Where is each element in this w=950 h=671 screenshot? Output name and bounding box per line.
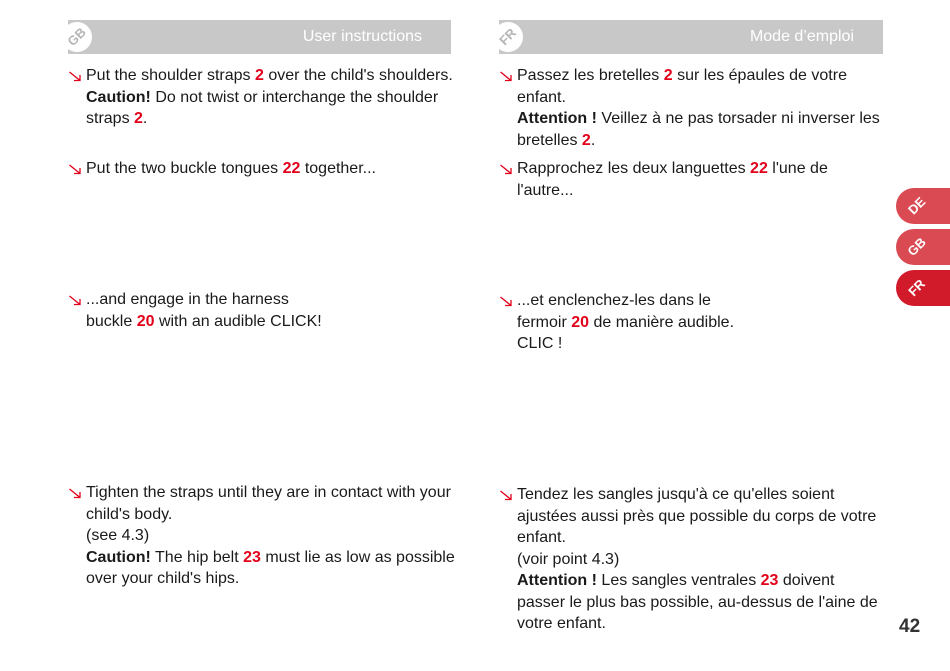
part-number: 2 [663,67,673,84]
instruction-text [517,158,884,201]
instruction-item [68,289,468,332]
instruction-text [86,482,468,590]
arrow-down-right-icon [499,295,513,307]
arrow-down-right-icon [68,294,82,306]
text-run: over the child's shoulders. [263,67,453,84]
part-number: 2 [254,67,264,84]
text-run: l'une de l'autre... [517,160,828,199]
instruction-item [499,65,884,151]
caution-label: Attention ! [517,572,597,589]
text-run: Passez les bretelles [517,67,664,84]
page-number: 42 [899,616,921,637]
instruction-item [499,484,884,635]
text-run: Tighten the straps until they are in contact with your child's body. [86,484,451,523]
instruction-text [517,65,884,151]
instruction-item [68,482,468,590]
arrow-down-right-icon [68,163,82,175]
caution-label: Caution! [86,548,151,566]
instruction-item [499,290,884,355]
text-run: Rapprochez les deux languettes [517,160,751,177]
text-run: fermoir [517,313,572,331]
text-run: Put the shoulder straps [86,67,255,84]
side-tab-fr[interactable]: FR [896,270,950,306]
text-run: Do not twist or interchange the shoulder straps [86,88,439,127]
text-run: CLIC ! [517,335,563,352]
arrow-down-right-icon [499,70,513,82]
text-run: ...et enclenchez-les dans le [517,292,711,309]
part-number: 20 [571,313,590,331]
text-run: . [142,110,148,127]
part-number: 2 [134,110,143,127]
text-run: de manière audible. [589,313,735,331]
text-run: . [590,131,596,149]
part-number: 22 [282,160,301,177]
instruction-text [517,484,884,635]
text-run: The hip belt [150,548,244,566]
part-number: 20 [136,312,155,330]
header-title-fr: Mode d’emploi [749,28,854,45]
text-run: with an audible CLICK! [154,312,322,330]
part-number: 23 [243,548,261,566]
arrow-down-right-icon [499,163,513,175]
instruction-item [499,158,884,201]
text-run: (see 4.3) [86,527,150,544]
language-badge-gb: GB [62,22,92,52]
text-run: (voir point 4.3) [517,550,620,568]
text-run: Veillez à ne pas torsader ni inverser les bretelles [517,110,880,149]
text-run: must lie as low as possible over your child's hips. [86,548,455,587]
text-run: buckle [86,312,137,330]
instruction-item [68,65,468,130]
arrow-down-right-icon [499,489,513,501]
part-number: 23 [760,572,779,589]
text-run: ...and engage in the harness [86,291,289,308]
header-bar-fr [496,20,883,54]
instruction-text [517,290,884,355]
text-run: Tendez les sangles jusqu'à ce qu'elles soient ajustées aussi près que possible du corps de votre enfant. [517,486,877,546]
caution-label: Attention ! [517,110,597,127]
instruction-text [86,65,468,130]
text-run: Put the two buckle tongues [86,160,283,177]
instruction-text [86,158,468,180]
caution-label: Caution! [86,88,151,106]
part-number: 22 [750,160,768,177]
header-title-gb: User instructions [302,28,422,45]
part-number: 2 [581,131,591,149]
text-run: doivent passer le plus bas possible, au-dessus de l'aine de votre enfant. [517,572,878,632]
instruction-text [86,289,468,332]
instruction-item [68,158,468,180]
language-badge-fr: FR [493,22,523,52]
text-run: Les sangles ventrales [596,572,761,589]
side-tab-gb[interactable]: GB [896,229,950,265]
text-run: together... [300,160,376,177]
header-bar-gb [64,20,451,54]
text-run: sur les épaules de votre enfant. [517,67,847,106]
arrow-down-right-icon [68,487,82,499]
side-tab-de[interactable]: DE [896,188,950,224]
arrow-down-right-icon [68,70,82,82]
